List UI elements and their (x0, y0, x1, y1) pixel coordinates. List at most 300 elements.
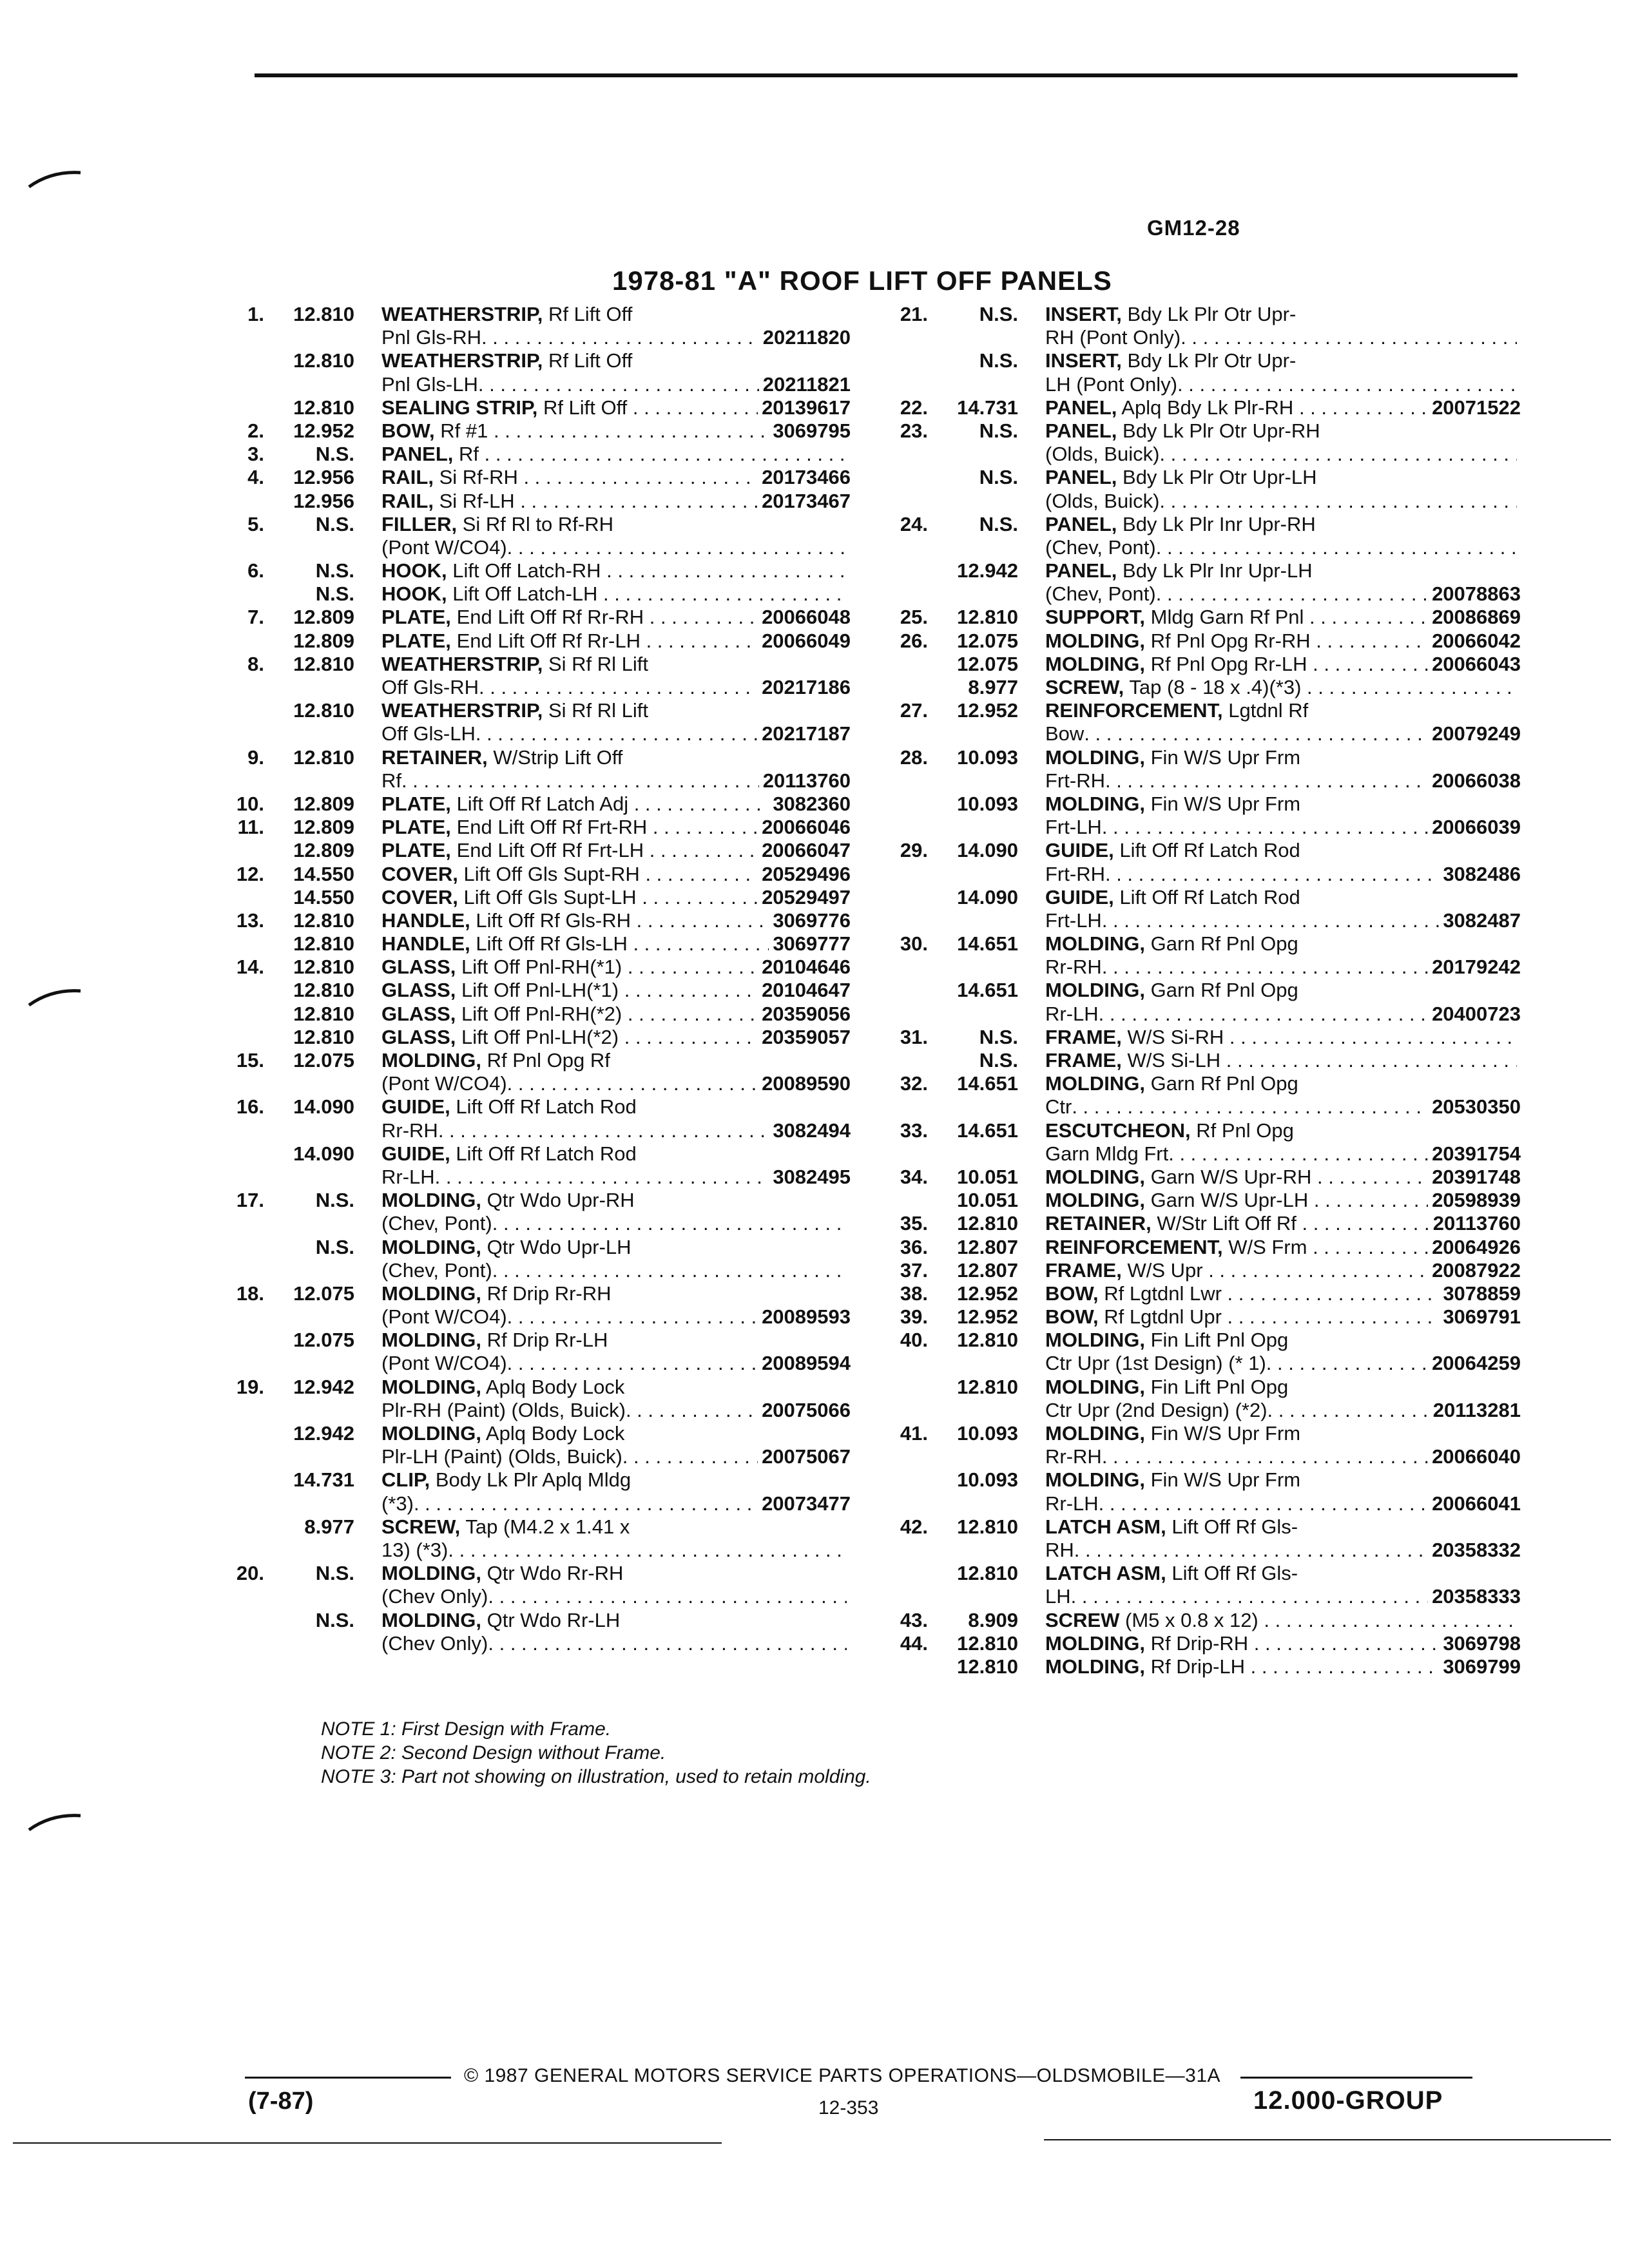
part-name: RETAINER, (1045, 1212, 1152, 1235)
ref-number: 29. (900, 839, 928, 862)
footer-rule-left (245, 2077, 451, 2079)
part-entry (863, 513, 1521, 559)
part-detail-continued: RH (Pont Only) (1045, 326, 1181, 349)
ref-number: 11. (237, 816, 264, 839)
part-line (200, 1422, 851, 1445)
part-line (863, 466, 1521, 489)
part-line (863, 1422, 1521, 1445)
part-entry (863, 699, 1521, 745)
group-number: 14.550 (293, 862, 354, 885)
part-name: MOLDING, (381, 1562, 481, 1585)
part-detail: Garn Rf Pnl Opg (1150, 1072, 1298, 1095)
part-description (1045, 886, 1521, 909)
part-entry (200, 303, 851, 349)
part-detail: Lift Off Rf Latch Rod (456, 1142, 637, 1165)
top-rule (255, 73, 1518, 77)
part-entry (863, 349, 1521, 396)
part-detail: W/Strip Lift Off (493, 745, 623, 769)
part-description (1045, 303, 1521, 326)
part-line (863, 1189, 1521, 1212)
part-entry (863, 1562, 1521, 1608)
part-number: 20139617 (762, 396, 851, 419)
part-name: WEATHERSTRIP, (381, 652, 543, 675)
part-detail: Fin Lift Pnl Opg (1150, 1329, 1289, 1352)
group-number: 12.952 (957, 699, 1018, 722)
part-entry (863, 1329, 1521, 1375)
part-line (200, 909, 851, 932)
part-line (863, 793, 1521, 816)
part-name: HOOK, (381, 582, 447, 606)
part-continuation-line (863, 816, 1521, 839)
part-line (863, 1026, 1521, 1049)
part-entry (200, 839, 851, 862)
part-line (200, 349, 851, 372)
part-entry (863, 839, 1521, 885)
group-number: 10.093 (957, 745, 1018, 769)
ref-number: 8. (247, 652, 264, 675)
part-detail-continued: LH (Pont Only) (1045, 372, 1178, 396)
part-name: INSERT, (1045, 303, 1122, 325)
part-detail: Lgtdnl Rf (1228, 699, 1309, 722)
part-description (1045, 793, 1521, 816)
part-detail: Rf Pnl Opg Rr-RH (1150, 629, 1311, 652)
ref-number: 40. (900, 1329, 928, 1352)
part-number: 20066040 (1432, 1445, 1521, 1468)
part-detail-continued: Rr-LH (1045, 1492, 1099, 1515)
part-description (381, 1422, 851, 1445)
part-name: PLATE, (381, 792, 451, 815)
part-description (1045, 559, 1521, 582)
part-detail: Fin W/S Upr Frm (1150, 792, 1301, 815)
part-number: 20089590 (762, 1072, 851, 1095)
part-detail: Fin W/S Upr Frm (1150, 1422, 1301, 1445)
part-name: PANEL, (1045, 396, 1117, 419)
part-detail: Lift Off Pnl-RH(*2) (461, 1002, 622, 1025)
part-name: MOLDING, (1045, 932, 1145, 956)
part-number: 20075067 (762, 1445, 851, 1468)
part-name: MOLDING, (381, 1189, 481, 1212)
ref-number: 7. (247, 606, 264, 629)
part-detail-continued: (Chev, Pont) (381, 1258, 492, 1282)
part-number: 20089593 (762, 1305, 851, 1329)
part-line (863, 1632, 1521, 1655)
part-continuation-line (863, 443, 1521, 466)
part-line (863, 1609, 1521, 1632)
group-number: 12.810 (293, 745, 354, 769)
part-name: MOLDING, (1045, 792, 1145, 815)
part-description (381, 629, 758, 653)
part-continuation-line (863, 1352, 1521, 1375)
part-number: 20217186 (762, 676, 851, 698)
part-description (1045, 1329, 1521, 1352)
part-line (863, 1259, 1521, 1282)
group-number: 12.810 (293, 908, 354, 932)
ref-number: 22. (900, 396, 928, 419)
part-description (381, 1189, 851, 1212)
part-name: GUIDE, (1045, 885, 1114, 908)
note-2: NOTE 2: Second Design without Frame. (321, 1742, 666, 1763)
part-detail: Lift Off Rf Gls-LH (476, 932, 628, 956)
part-detail: W/S Upr (1127, 1258, 1203, 1282)
ref-number: 31. (900, 1025, 928, 1048)
ref-number: 21. (900, 303, 928, 325)
part-description (381, 1562, 851, 1585)
part-number: 3069795 (773, 419, 851, 442)
group-number: 12.942 (293, 1375, 354, 1398)
part-line (200, 1003, 851, 1026)
part-name: MOLDING, (381, 1608, 481, 1631)
part-line (200, 1515, 851, 1539)
part-name: MOLDING, (381, 1329, 481, 1352)
part-description (381, 932, 769, 956)
part-continuation-line (200, 1445, 851, 1468)
part-detail: Fin W/S Upr Frm (1150, 745, 1301, 769)
group-number: 14.731 (293, 1468, 354, 1492)
part-detail: Aplq Bdy Lk Plr-RH (1121, 396, 1294, 419)
part-name: SCREW, (1045, 676, 1124, 698)
binder-hole-mark-top (26, 161, 84, 193)
group-number: 12.075 (293, 1329, 354, 1352)
part-detail-continued: (Chev Only) (381, 1585, 488, 1608)
part-line (863, 606, 1521, 629)
part-number: 20066041 (1432, 1492, 1521, 1515)
part-number: 20071522 (1432, 396, 1521, 419)
part-entry (863, 1655, 1521, 1678)
part-description (1045, 513, 1521, 536)
part-description (381, 979, 758, 1002)
part-description (381, 1376, 851, 1399)
part-entry (200, 1049, 851, 1095)
part-number: 3069799 (1443, 1655, 1521, 1678)
part-detail: Garn W/S Upr-RH (1150, 1165, 1312, 1188)
part-line (200, 443, 851, 466)
part-detail-continued: Pnl Gls-LH (381, 372, 478, 396)
part-line (863, 746, 1521, 769)
group-number: 12.807 (957, 1235, 1018, 1258)
part-line (200, 956, 851, 979)
part-detail: W/S Si-LH (1127, 1049, 1221, 1072)
part-entry (200, 1468, 851, 1515)
part-description (381, 886, 758, 909)
group-number: 12.809 (293, 816, 354, 839)
part-continuation-line (863, 863, 1521, 886)
part-name: MOLDING, (1045, 1329, 1145, 1352)
part-detail: Si Rf-RH (439, 466, 518, 489)
part-entry (863, 1026, 1521, 1049)
part-description (381, 513, 851, 536)
part-number: 20598939 (1432, 1189, 1521, 1212)
group-number: 12.810 (957, 1212, 1018, 1235)
part-detail: Lift Off Pnl-RH(*1) (461, 956, 622, 979)
part-detail-continued: Frt-RH (1045, 769, 1105, 792)
footer-rule-right (1240, 2077, 1472, 2079)
part-detail-continued: Plr-LH (Paint) (Olds, Buick) (381, 1445, 622, 1468)
part-detail-continued: Frt-LH (1045, 816, 1102, 839)
part-entry (200, 1095, 851, 1142)
part-continuation-line (200, 1259, 851, 1282)
part-description (381, 956, 758, 979)
part-line (200, 793, 851, 816)
group-number: 12.810 (293, 979, 354, 1002)
part-line (863, 349, 1521, 372)
part-description (1045, 1049, 1517, 1072)
ref-number: 19. (236, 1375, 264, 1398)
part-detail-continued: Bow (1045, 722, 1084, 745)
ref-number: 12. (236, 862, 264, 885)
part-name: BOW, (381, 419, 435, 442)
part-detail-continued: Rf (381, 769, 401, 792)
part-description (1045, 699, 1521, 722)
part-detail: W/Str Lift Off Rf (1157, 1212, 1296, 1235)
part-description (1045, 1282, 1439, 1305)
part-description (381, 1049, 851, 1072)
ref-number: 9. (247, 745, 264, 769)
group-number: 10.093 (957, 1422, 1018, 1445)
part-entry (863, 1422, 1521, 1468)
group-number: 12.952 (293, 419, 354, 442)
group-number: 14.550 (293, 885, 354, 908)
part-detail: Rf Lift Off (543, 396, 628, 419)
part-number: 3082495 (773, 1165, 851, 1188)
part-line (200, 582, 851, 606)
part-entry (863, 303, 1521, 349)
part-entry (200, 1515, 851, 1562)
part-entry (863, 1166, 1521, 1189)
part-continuation-line (863, 1539, 1521, 1562)
part-detail: (M5 x 0.8 x 12) (1125, 1608, 1258, 1631)
part-description (1045, 1212, 1429, 1235)
part-detail: Rf #1 (440, 419, 488, 442)
ref-number: 33. (900, 1119, 928, 1142)
part-description (381, 559, 847, 582)
part-entry (863, 1376, 1521, 1422)
group-number: 12.075 (957, 629, 1018, 652)
bottom-rule-right (1044, 2139, 1611, 2140)
group-number: 12.810 (957, 1655, 1018, 1678)
part-continuation-line (863, 490, 1521, 513)
part-detail: Fin Lift Pnl Opg (1150, 1375, 1289, 1398)
part-continuation-line (863, 1003, 1521, 1026)
part-number: 20064926 (1432, 1235, 1521, 1258)
part-detail-continued: (Chev, Pont) (1045, 582, 1156, 606)
part-detail: Rf (459, 443, 479, 466)
group-number: N.S. (979, 303, 1018, 325)
part-line (200, 1282, 851, 1305)
part-entry (863, 1609, 1521, 1632)
part-line (863, 1655, 1521, 1678)
group-number: 14.651 (957, 932, 1018, 956)
part-detail: Rf Drip-RH (1150, 1631, 1249, 1655)
group-number: 12.810 (293, 956, 354, 979)
part-name: REINFORCEMENT, (1045, 699, 1223, 722)
part-name: LATCH ASM, (1045, 1515, 1166, 1538)
part-line (200, 629, 851, 653)
note-1: NOTE 1: First Design with Frame. (321, 1718, 612, 1740)
part-description (1045, 1119, 1521, 1142)
part-detail: End Lift Off Rf Frt-LH (456, 839, 644, 862)
part-detail: Lift Off Rf Latch Rod (1119, 839, 1300, 862)
part-number: 20064259 (1432, 1352, 1521, 1375)
group-number: 12.075 (957, 652, 1018, 675)
part-line (200, 1376, 851, 1399)
part-number: 20066038 (1432, 769, 1521, 792)
group-number: N.S. (315, 1608, 354, 1631)
part-description (381, 1468, 851, 1492)
part-name: MOLDING, (381, 1375, 481, 1398)
footer-copyright: © 1987 GENERAL MOTORS SERVICE PARTS OPERATIONS—OLDSMOBILE—31A (464, 2065, 1221, 2086)
part-line (863, 559, 1521, 582)
group-number: N.S. (315, 559, 354, 582)
group-number: 14.651 (957, 1119, 1018, 1142)
part-name: COVER, (381, 885, 458, 908)
part-detail: Garn Rf Pnl Opg (1150, 932, 1298, 956)
part-name: PANEL, (381, 443, 454, 466)
part-number: 3069791 (1443, 1305, 1521, 1329)
part-line (863, 653, 1521, 676)
part-detail-continued: Ctr (1045, 1095, 1072, 1119)
part-name: MOLDING, (381, 1235, 481, 1258)
part-entry (863, 653, 1521, 676)
part-description (381, 1142, 851, 1166)
ref-number: 36. (900, 1235, 928, 1258)
group-number: 12.075 (293, 1049, 354, 1072)
part-line (863, 1562, 1521, 1585)
part-entry (200, 653, 851, 699)
part-line (200, 886, 851, 909)
ref-number: 44. (900, 1631, 928, 1655)
group-number: 12.810 (293, 1025, 354, 1048)
page-title: 1978-81 "A" ROOF LIFT OFF PANELS (612, 265, 1112, 296)
part-number: 20113760 (762, 769, 851, 792)
part-entry (200, 1282, 851, 1329)
part-line (200, 303, 851, 326)
part-description (381, 1095, 851, 1119)
part-line (863, 676, 1521, 699)
part-detail-continued: Rr-LH (381, 1165, 435, 1188)
part-detail: Si Rf-LH (439, 489, 515, 512)
part-continuation-line (200, 1632, 851, 1655)
footer-date-code: (7-87) (248, 2088, 314, 2115)
part-detail: Rf Pnl Opg Rf (487, 1049, 610, 1072)
part-name: PANEL, (1045, 512, 1117, 535)
part-detail: Aplq Body Lock (485, 1375, 625, 1398)
part-line (863, 886, 1521, 909)
part-continuation-line (863, 722, 1521, 745)
part-continuation-line (863, 536, 1521, 559)
part-detail: Bdy Lk Plr Otr Upr- (1127, 349, 1296, 372)
part-entry (200, 746, 851, 793)
part-line (863, 1468, 1521, 1492)
part-entry (200, 1189, 851, 1235)
part-entry (200, 490, 851, 513)
part-description (1045, 1468, 1521, 1492)
group-number: 12.809 (293, 606, 354, 629)
part-line (200, 419, 851, 443)
part-entry (863, 676, 1521, 699)
ref-number: 3. (247, 443, 264, 466)
part-entry (863, 419, 1521, 466)
group-number: 12.810 (293, 699, 354, 722)
group-number: N.S. (979, 466, 1018, 489)
part-description (1045, 1236, 1428, 1259)
part-entry (863, 1259, 1521, 1282)
part-entry (863, 979, 1521, 1025)
part-entry (200, 956, 851, 979)
part-entry (200, 1026, 851, 1049)
part-description (1045, 1072, 1521, 1095)
part-detail: Garn W/S Upr-LH (1150, 1189, 1309, 1212)
part-name: MOLDING, (381, 1282, 481, 1305)
part-line (200, 932, 851, 956)
part-detail: Lift Off Rf Gls- (1171, 1562, 1298, 1585)
part-description (1045, 1655, 1439, 1678)
part-continuation-line (200, 769, 851, 793)
part-line (863, 979, 1521, 1002)
group-number: N.S. (979, 349, 1018, 372)
part-number: 20066039 (1432, 816, 1521, 839)
part-detail: Rf Lgtdnl Lwr (1104, 1282, 1222, 1305)
part-line (863, 1119, 1521, 1142)
part-detail: Lift Off Rf Latch Rod (456, 1095, 637, 1119)
part-line (200, 746, 851, 769)
part-entry (200, 349, 851, 396)
group-number: 12.952 (957, 1305, 1018, 1329)
part-detail-continued: (Olds, Buick) (1045, 489, 1160, 512)
part-detail-continued: Off Gls-LH (381, 722, 476, 745)
part-line (200, 1609, 851, 1632)
part-name: FRAME, (1045, 1025, 1122, 1048)
part-line (200, 816, 851, 839)
ref-number: 38. (900, 1282, 928, 1305)
part-detail-continued: Ctr Upr (2nd Design) (*2) (1045, 1398, 1268, 1421)
part-description (381, 1329, 851, 1352)
part-entry (863, 396, 1521, 419)
part-line (200, 513, 851, 536)
part-description (381, 1515, 851, 1539)
ref-number: 14. (236, 956, 264, 979)
part-line (200, 979, 851, 1002)
part-description (1045, 1026, 1517, 1049)
group-number: N.S. (315, 582, 354, 606)
ref-number: 15. (236, 1049, 264, 1072)
ref-number: 17. (236, 1189, 264, 1212)
part-entry (200, 396, 851, 419)
part-name: RAIL, (381, 489, 434, 512)
part-name: PLATE, (381, 606, 451, 629)
part-number: 20104646 (762, 956, 851, 979)
part-detail-continued: Garn Mldg Frt (1045, 1142, 1169, 1165)
note-3: NOTE 3: Part not showing on illustration, used to retain molding. (321, 1766, 871, 1787)
part-detail: Bdy Lk Plr Otr Upr-LH (1123, 466, 1317, 489)
part-entry (863, 793, 1521, 839)
part-description (381, 653, 851, 676)
part-name: MOLDING, (1045, 1655, 1145, 1678)
part-description (381, 349, 851, 372)
part-name: MOLDING, (1045, 1165, 1145, 1188)
part-detail: Si Rf Rl to Rf-RH (462, 512, 613, 535)
part-name: GUIDE, (381, 1142, 450, 1165)
part-line (200, 839, 851, 862)
binder-hole-mark-bottom (26, 1804, 84, 1836)
group-number: 12.810 (957, 1631, 1018, 1655)
group-number: N.S. (315, 512, 354, 535)
part-name: PANEL, (1045, 559, 1117, 582)
ref-number: 16. (236, 1095, 264, 1119)
part-description (1045, 396, 1428, 419)
part-detail: Tap (8 - 18 x .4)(*3) (1129, 676, 1302, 698)
part-number: 20358333 (1432, 1585, 1521, 1608)
group-number: 12.810 (293, 349, 354, 372)
